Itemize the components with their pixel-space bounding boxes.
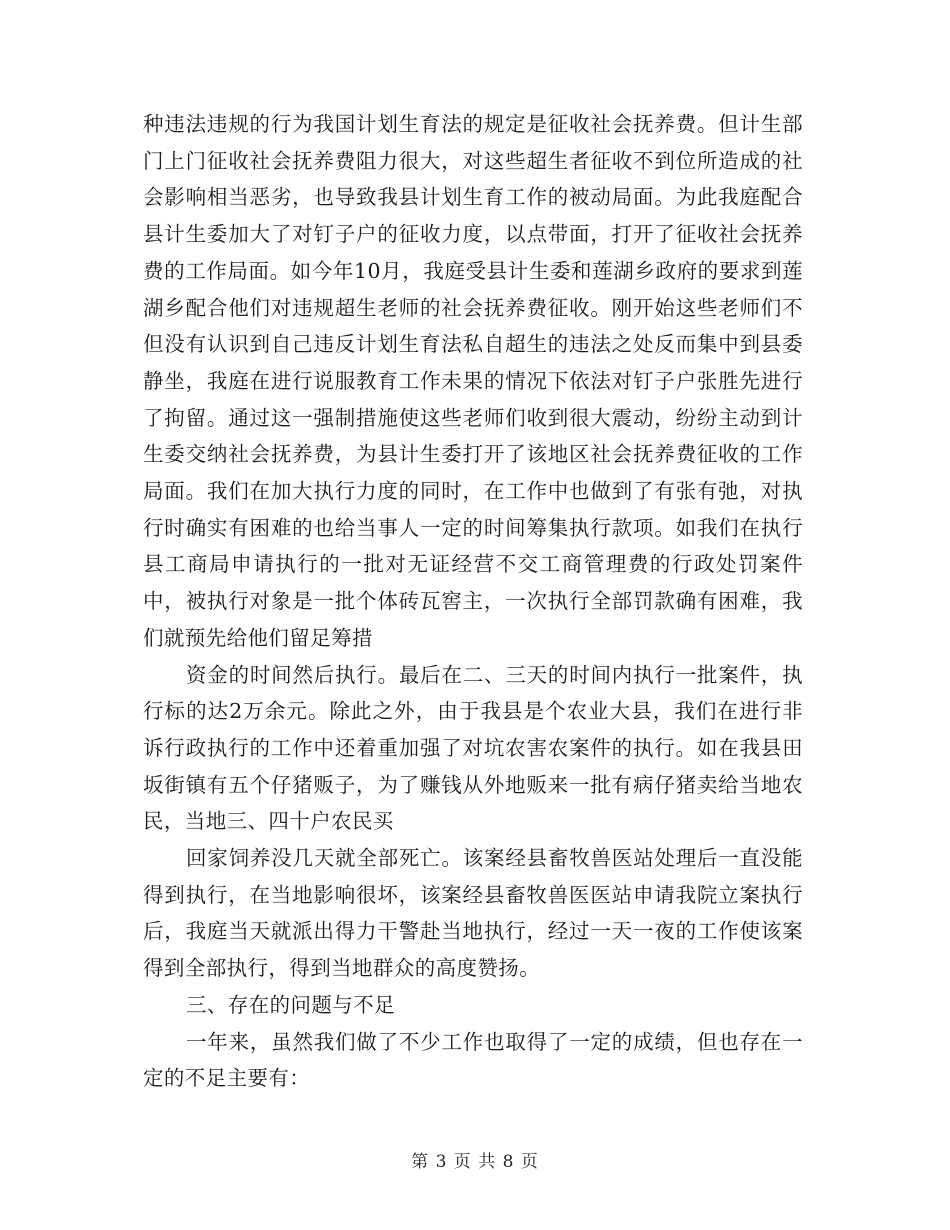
paragraph: 一年来，虽然我们做了不少工作也取得了一定的成绩，但也存在一定的不足主要有： bbox=[143, 1029, 803, 1091]
paragraph-continued: 种违法违规的行为我国计划生育法的规定是征收社会抚养费。但计生部门上门征收社会抚养费阻力很大，对这些超生者征收不到位所造成的社会影响相当恶劣，也导致我县计划生育工作的被动局面。为此我庭配合县计生委加大了对钉子户的征收力度，以点带面，打开了征收社会抚养费的工作局面。如今年10月，我庭受县计生委和莲湖乡政府的要求到莲湖乡配合他们对违规超生老师的社会抚养费征收。刚开始这些老师们不但没有认识到自己违反计划生育法私自超生的违法之处反而集中到县委静坐，我庭在进行说服教育工作未果的情况下依法对钉子户张胜先进行了拘留。通过这一强制措施使这些老师们收到很大震动，纷纷主动到计生委交纳社会抚养费，为县计生委打开了该地区社会抚养费征收的工作局面。我们在加大执行力度的同时，在工作中也做到了有张有弛，对执行时确实有困难的也给当事人一定的时间筹集执行款项。如我们在执行县工商局申请执行的一批对无证经营不交工商管理费的行政处罚案件中，被执行对象是一批个体砖瓦窖主，一次执行全部罚款确有困难，我们就预先给他们留足筹措 bbox=[143, 112, 803, 650]
document-body bbox=[143, 106, 803, 1097]
paragraph: 资金的时间然后执行。最后在二、三天的时间内执行一批案件，执行标的达2万余元。除此之外，由于我县是个农业大县，我们在进行非诉行政执行的工作中还着重加强了对坑农害农案件的执行。如在我县田坂街镇有五个仔猪贩子，为了赚钱从外地贩来一批有病仔猪卖给当地农民，当地三、四十户农民买 bbox=[143, 662, 803, 834]
section-heading: 三、存在的问题与不足 bbox=[186, 992, 395, 1017]
paragraph: 回家饲养没几天就全部死亡。该案经县畜牧兽医站处理后一直没能得到执行，在当地影响很坏，该案经县畜牧兽医医站申请我院立案执行后，我庭当天就派出得力干警赴当地执行，经过一天一夜的工作使该案得到全部执行，得到当地群众的高度赞扬。 bbox=[143, 846, 803, 981]
page-number-footer: 第 3 页 共 8 页 bbox=[411, 1152, 539, 1172]
